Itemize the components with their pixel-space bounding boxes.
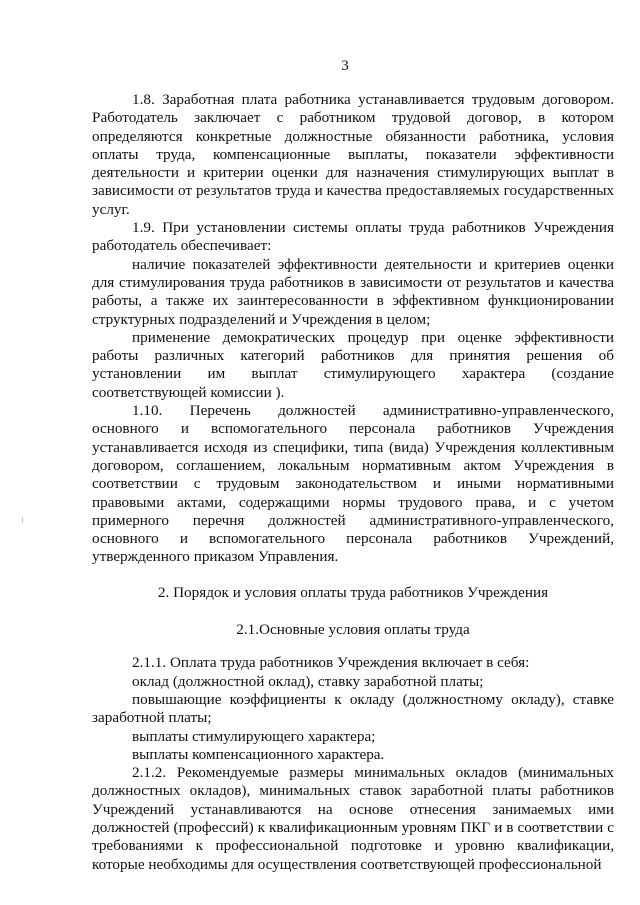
section-heading: 2. Порядок и условия оплаты труда работников Учреждения	[157, 583, 549, 601]
paragraph-2-1-2: 2.1.2. Рекомендуемые размеры минимальных окладов (минимальных должностных окладов), минимальных ставок заработной платы работников Учреждений устанавливаются на основе отнесения занимаемых ими должностей (профессий) к квалификационным уровням ПКГ и в соответствии с требованиями к профессиональной подготовке и уровню квалификации, которые необходимы для осуществления соответствующей профессиональной	[92, 764, 614, 873]
paragraph-1-10: 1.10. Перечень должностей административно-управленческого, основного и вспомогательного персонала работников Учреждения устанавливается исходя из специфики, типа (вида) Учреждения коллективным договором, соглашением, локальным нормативным актом Учреждения в соответствии с трудовым законодательством и иными нормативными правовыми актами, содержащими нормы трудового права, и с учетом примерного перечня должностей административного-управленческого, основного и вспомогательного персонала работников Учреждений, утвержденного приказом Управления.	[92, 402, 614, 566]
paragraph-1-8: 1.8. Заработная плата работника устанавливается трудовым договором. Работодатель заключает с работником трудовой договор, в котором определяются конкретные должностные обязанности работника, условия оплаты труда, компенсационные выплаты, показатели эффективности деятельности и критерии оценки для назначения стимулирующих выплат в зависимости от результатов труда и качества предоставляемых государственных услуг.	[92, 91, 614, 218]
scan-mark	[22, 517, 27, 523]
list-item: выплаты компенсационного характера.	[132, 745, 385, 763]
list-item: выплаты стимулирующего характера;	[132, 727, 376, 745]
paragraph-1-9: 1.9. При установлении системы оплаты труда работников Учреждения работодатель обеспечивает:	[92, 219, 614, 255]
page-number: 3	[341, 58, 349, 74]
paragraph-1-9-item-a: наличие показателей эффективности деятельности и критериев оценки для стимулирования труда работников в зависимости от результатов и качества работы, а также их заинтересованности в эффективном функционировании структурных подразделений и Учреждения в целом;	[92, 255, 614, 328]
subsection-heading: 2.1.Основные условия оплаты труда	[236, 621, 470, 639]
paragraph-2-1-1: 2.1.1. Оплата труда работников Учреждения включает в себя:	[132, 654, 530, 672]
list-item: оклад (должностной оклад), ставку заработной платы;	[132, 672, 484, 690]
document-body	[92, 91, 614, 874]
paragraph-1-9-item-b: применение демократических процедур при оценке эффективности работы различных категорий работников для принятия решения об установлении им выплат стимулирующего характера (создание соответствующей комиссии ).	[92, 328, 614, 401]
list-item: повышающие коэффициенты к окладу (должностному окладу), ставке заработной платы;	[92, 690, 614, 727]
